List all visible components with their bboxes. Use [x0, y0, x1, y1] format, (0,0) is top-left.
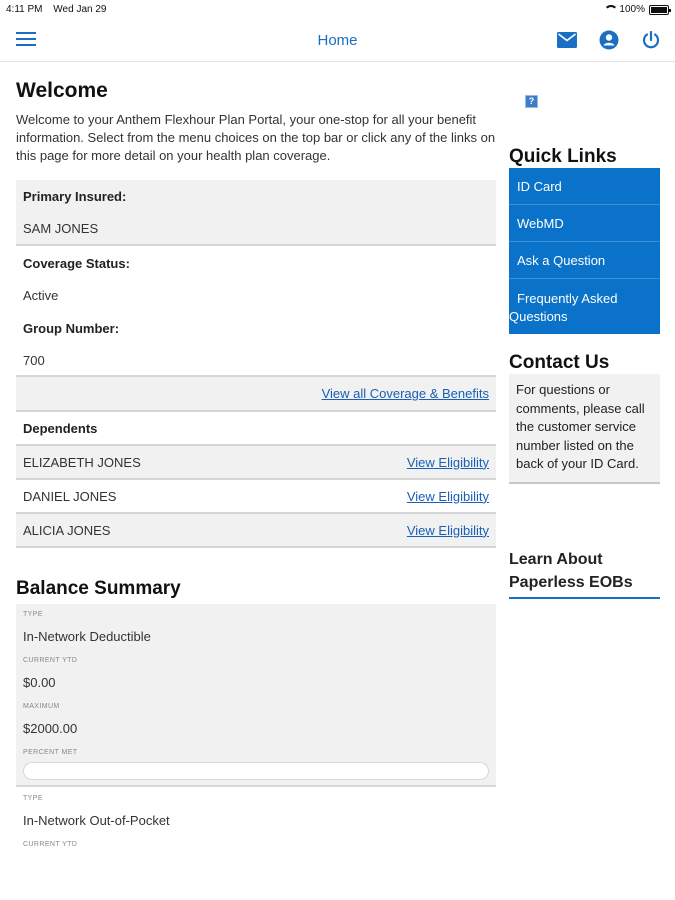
power-icon[interactable] — [641, 30, 661, 50]
percent-met-label: PERCENT MET — [23, 749, 78, 756]
quick-link-ask-question[interactable]: Ask a Question — [509, 242, 660, 279]
current-ytd-label: CURRENT YTD — [23, 657, 78, 664]
battery-percent: 100% — [619, 4, 645, 15]
page-title: Home — [317, 32, 358, 49]
dependents-label: Dependents — [16, 412, 496, 446]
balance-entry-out-of-pocket — [16, 785, 496, 848]
learn-paperless-eobs-link[interactable]: Learn About Paperless EOBs — [509, 548, 660, 599]
status-bar — [0, 0, 675, 20]
primary-insured-value: SAM JONES — [16, 213, 496, 246]
maximum-value: $2000.00 — [23, 721, 78, 736]
view-all-coverage-link[interactable]: View all Coverage & Benefits — [321, 386, 489, 401]
dependent-row — [16, 480, 496, 514]
dependent-name: DANIEL JONES — [23, 488, 117, 504]
balance-type-value: In-Network Deductible — [23, 629, 151, 644]
balance-summary-heading: Balance Summary — [16, 578, 181, 599]
nav-icons — [557, 30, 661, 50]
dependent-name: ELIZABETH JONES — [23, 454, 141, 470]
mail-icon[interactable] — [557, 32, 577, 48]
coverage-card — [16, 180, 496, 548]
primary-insured-label: Primary Insured: — [16, 180, 496, 213]
dependent-row — [16, 514, 496, 548]
status-right — [603, 4, 669, 15]
coverage-status-label: Coverage Status: — [23, 255, 130, 271]
maximum-label: MAXIMUM — [23, 703, 60, 710]
main-content — [16, 62, 496, 848]
contact-us-text: For questions or comments, please call the customer service number listed on the back of your ID Card. — [509, 374, 660, 484]
view-eligibility-link[interactable]: View Eligibility — [406, 488, 489, 504]
quick-links-heading: Quick Links — [509, 146, 617, 167]
balance-type-value: In-Network Out-of-Pocket — [23, 813, 170, 828]
welcome-intro: Welcome to your Anthem Flexhour Plan Portal, your one-stop for all your benefit information. Select from the menu choices on the top bar or click any of the links on this page for more detail on your health plan coverage. — [16, 112, 496, 163]
account-icon[interactable] — [599, 30, 619, 50]
dependent-name: ALICIA JONES — [23, 522, 111, 538]
status-left — [6, 4, 114, 15]
battery-icon — [649, 5, 669, 15]
view-eligibility-link[interactable]: View Eligibility — [406, 454, 489, 470]
coverage-status-value: Active — [23, 288, 59, 303]
dependent-row — [16, 446, 496, 480]
current-ytd-value: $0.00 — [23, 675, 56, 690]
top-nav-bar — [0, 20, 675, 62]
group-number-label: Group Number: — [23, 320, 120, 336]
quick-link-webmd[interactable]: WebMD — [509, 205, 660, 242]
percent-met-progress-bar — [23, 762, 489, 780]
wifi-icon — [603, 5, 615, 14]
help-icon[interactable]: ? — [525, 95, 538, 108]
quick-link-id-card[interactable]: ID Card — [509, 168, 660, 205]
balance-entry-deductible — [16, 604, 496, 785]
quick-link-faq[interactable]: Frequently Asked Questions — [509, 291, 618, 324]
group-number-value: 700 — [16, 345, 496, 377]
status-time: 4:11 PM — [6, 4, 43, 15]
current-ytd-label: CURRENT YTD — [23, 841, 78, 848]
type-label: TYPE — [23, 611, 43, 618]
status-date: Wed Jan 29 — [53, 4, 107, 15]
view-all-row — [16, 377, 496, 412]
quick-links-panel — [509, 168, 660, 334]
contact-us-heading: Contact Us — [509, 352, 610, 373]
type-label: TYPE — [23, 795, 43, 802]
view-eligibility-link[interactable]: View Eligibility — [406, 522, 489, 538]
welcome-heading: Welcome — [16, 79, 108, 102]
